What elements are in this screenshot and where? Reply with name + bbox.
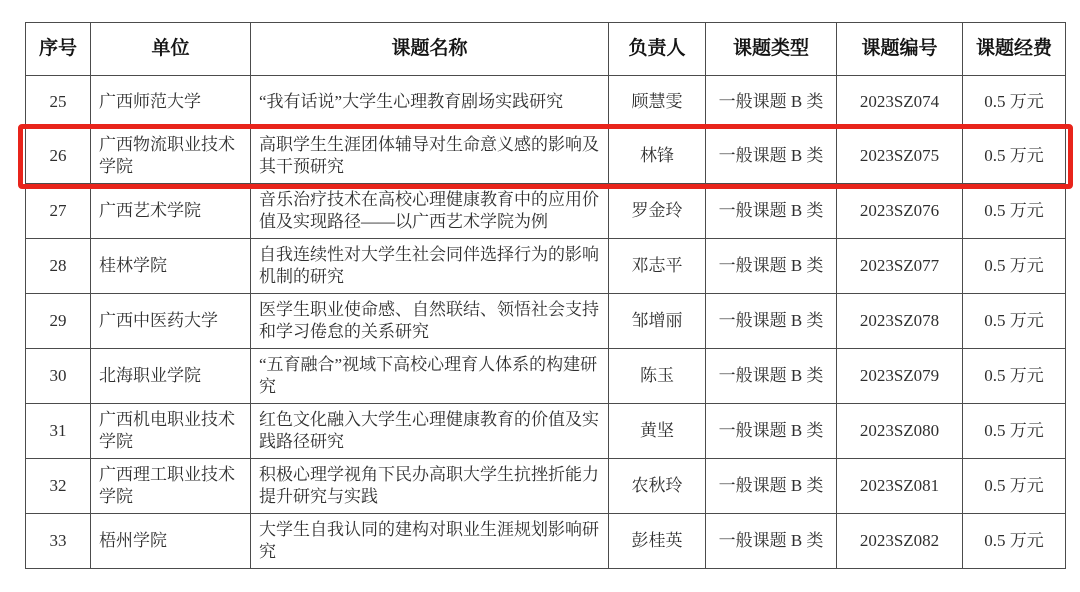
table-header-row <box>26 23 1066 76</box>
header-project-code: 课题编号 <box>837 23 963 76</box>
cell-unit: 北海职业学院 <box>91 349 251 404</box>
cell-project-code: 2023SZ079 <box>837 349 963 404</box>
cell-project-code: 2023SZ082 <box>837 514 963 569</box>
cell-unit: 桂林学院 <box>91 239 251 294</box>
cell-project-fund: 0.5 万元 <box>963 294 1066 349</box>
table-row <box>26 239 1066 294</box>
header-seq-number: 序号 <box>26 23 91 76</box>
cell-unit: 广西理工职业技术学院 <box>91 459 251 514</box>
cell-seq-number: 26 <box>26 129 91 184</box>
table-row <box>26 514 1066 569</box>
table-body <box>26 76 1066 569</box>
cell-project-fund: 0.5 万元 <box>963 129 1066 184</box>
table-row <box>26 404 1066 459</box>
cell-project-title: 积极心理学视角下民办高职大学生抗挫折能力提升研究与实践 <box>251 459 609 514</box>
header-project-type: 课题类型 <box>706 23 837 76</box>
cell-project-fund: 0.5 万元 <box>963 459 1066 514</box>
cell-leader: 农秋玲 <box>609 459 706 514</box>
cell-project-title: 医学生职业使命感、自然联结、领悟社会支持和学习倦怠的关系研究 <box>251 294 609 349</box>
header-project-title: 课题名称 <box>251 23 609 76</box>
cell-seq-number: 30 <box>26 349 91 404</box>
cell-project-title: 高职学生生涯团体辅导对生命意义感的影响及其干预研究 <box>251 129 609 184</box>
cell-project-type: 一般课题 B 类 <box>706 184 837 239</box>
table-row <box>26 459 1066 514</box>
cell-leader: 彭桂英 <box>609 514 706 569</box>
cell-leader: 林锋 <box>609 129 706 184</box>
cell-project-title: 音乐治疗技术在高校心理健康教育中的应用价值及实现路径——以广西艺术学院为例 <box>251 184 609 239</box>
table-row <box>26 349 1066 404</box>
cell-project-type: 一般课题 B 类 <box>706 294 837 349</box>
cell-project-fund: 0.5 万元 <box>963 404 1066 459</box>
cell-project-code: 2023SZ081 <box>837 459 963 514</box>
header-leader: 负责人 <box>609 23 706 76</box>
cell-seq-number: 27 <box>26 184 91 239</box>
cell-project-type: 一般课题 B 类 <box>706 404 837 459</box>
table-row <box>26 76 1066 129</box>
cell-unit: 梧州学院 <box>91 514 251 569</box>
cell-project-type: 一般课题 B 类 <box>706 76 837 129</box>
cell-leader: 邹增丽 <box>609 294 706 349</box>
project-grant-table <box>25 22 1066 569</box>
cell-project-title: “我有话说”大学生心理教育剧场实践研究 <box>251 76 609 129</box>
cell-seq-number: 32 <box>26 459 91 514</box>
table-wrap <box>25 22 1065 569</box>
cell-project-fund: 0.5 万元 <box>963 184 1066 239</box>
cell-project-fund: 0.5 万元 <box>963 76 1066 129</box>
cell-unit: 广西机电职业技术学院 <box>91 404 251 459</box>
cell-project-code: 2023SZ080 <box>837 404 963 459</box>
cell-leader: 罗金玲 <box>609 184 706 239</box>
cell-leader: 黄坚 <box>609 404 706 459</box>
cell-project-code: 2023SZ076 <box>837 184 963 239</box>
cell-project-type: 一般课题 B 类 <box>706 129 837 184</box>
cell-project-fund: 0.5 万元 <box>963 239 1066 294</box>
header-project-fund: 课题经费 <box>963 23 1066 76</box>
cell-seq-number: 29 <box>26 294 91 349</box>
cell-unit: 广西艺术学院 <box>91 184 251 239</box>
cell-project-type: 一般课题 B 类 <box>706 349 837 404</box>
cell-unit: 广西物流职业技术学院 <box>91 129 251 184</box>
cell-project-title: 自我连续性对大学生社会同伴选择行为的影响机制的研究 <box>251 239 609 294</box>
table-row <box>26 129 1066 184</box>
cell-seq-number: 25 <box>26 76 91 129</box>
cell-leader: 顾慧雯 <box>609 76 706 129</box>
cell-unit: 广西师范大学 <box>91 76 251 129</box>
cell-project-title: 红色文化融入大学生心理健康教育的价值及实践路径研究 <box>251 404 609 459</box>
cell-project-code: 2023SZ075 <box>837 129 963 184</box>
cell-project-code: 2023SZ074 <box>837 76 963 129</box>
cell-project-code: 2023SZ077 <box>837 239 963 294</box>
cell-seq-number: 33 <box>26 514 91 569</box>
cell-leader: 陈玉 <box>609 349 706 404</box>
cell-project-type: 一般课题 B 类 <box>706 514 837 569</box>
cell-project-title: “五育融合”视域下高校心理育人体系的构建研究 <box>251 349 609 404</box>
header-unit: 单位 <box>91 23 251 76</box>
cell-seq-number: 31 <box>26 404 91 459</box>
table-row <box>26 294 1066 349</box>
cell-project-fund: 0.5 万元 <box>963 514 1066 569</box>
cell-project-type: 一般课题 B 类 <box>706 239 837 294</box>
cell-unit: 广西中医药大学 <box>91 294 251 349</box>
table-row <box>26 184 1066 239</box>
cell-project-fund: 0.5 万元 <box>963 349 1066 404</box>
cell-project-code: 2023SZ078 <box>837 294 963 349</box>
cell-project-type: 一般课题 B 类 <box>706 459 837 514</box>
cell-seq-number: 28 <box>26 239 91 294</box>
cell-project-title: 大学生自我认同的建构对职业生涯规划影响研究 <box>251 514 609 569</box>
cell-leader: 邓志平 <box>609 239 706 294</box>
